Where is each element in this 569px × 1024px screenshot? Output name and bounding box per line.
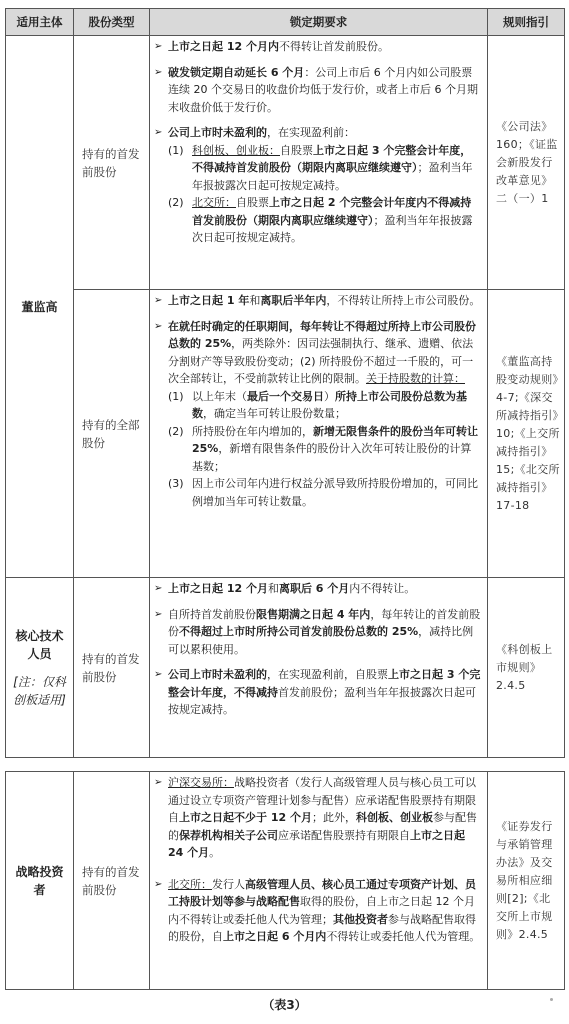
arrow-bullet-icon: ➢ xyxy=(154,608,163,620)
table-row xyxy=(6,772,565,990)
list-item: ➢ 沪深交易所：战略投资者（发行人高级管理人员与核心员工可以通过设立专项资产管理计划参与配售）应承诺配售股票持有期限自上市之日起不少于 12 个月；此外，科创板、创业板参与配售的保荐机构相关子公司应承诺配售股票持有期限自上市之日起 24 个月。 xyxy=(154,774,481,862)
share-type-cell: 持有的首发前股份 xyxy=(74,772,150,990)
requirement-cell xyxy=(150,578,488,758)
share-type-cell: 持有的全部股份 xyxy=(74,290,150,578)
table-header-row xyxy=(6,9,565,36)
list-item: ➢ 在就任时确定的任职期间，每年转让不得超过所持上市公司股份总数的 25%，两类除外：因司法强制执行、继承、遗赠、依法分割财产等导致股份变动；(2) 所持股份不超过一千股的，可一次全部转让，不受前款转让比例的限制。关于持股数的计算： (1) 以上年末（最后一个交易日）所持上市公司股份总数为基数，确定当年可转让股份数量； (2) 所持股份在年内增加的，新增无限售条件的股份当年可转让 25%，新增有限售条件的股份计入次年可转让股份的计算基数； (3) 因上市公司年内进行权益分派导致所持股份增加的，可同比例增加当年可转让数量。 xyxy=(154,318,481,511)
arrow-bullet-icon: ➢ xyxy=(154,41,163,52)
share-type-cell: 持有的首发前股份 xyxy=(74,36,150,290)
subject-core-tech xyxy=(6,578,74,758)
subject-note: [注：仅科创板适用] xyxy=(13,674,66,707)
requirement-cell xyxy=(150,772,488,990)
requirement-cell xyxy=(150,290,488,578)
arrow-bullet-icon: ➢ xyxy=(154,295,163,306)
list-item: ➢ 公司上市时未盈利的，在实现盈利前： (1) 科创板、创业板：自股票上市之日起 3 个完整会计年度，不得减持首发前股份（期限内离职应继续遵守）；盈利当年年报披露次日起可按规定减持。 (2) 北交所：自股票上市之日起 2 个完整会计年度内不得减持首发前股份（期限内离职应继续遵守）；盈利当年年报披露次日起可按规定减持。 xyxy=(154,124,481,247)
header-guide: 规则指引 xyxy=(488,9,565,36)
lockup-table-2 xyxy=(5,771,565,990)
list-item: ➢ 上市之日起 12 个月内不得转让首发前股份。 xyxy=(154,38,481,56)
table-caption: （表3） xyxy=(262,998,307,1012)
header-subject: 适用主体 xyxy=(6,9,74,36)
arrow-bullet-icon: ➢ xyxy=(154,127,163,138)
arrow-bullet-icon: ➢ xyxy=(154,66,163,78)
guide-cell: 《公司法》160；《证监会新股发行改革意见》二（一）1 xyxy=(488,36,565,290)
guide-cell: 《证券发行与承销管理办法》及交易所相应细则[2];《北交所上市规则》2.4.5 xyxy=(488,772,565,990)
arrow-bullet-icon: ➢ xyxy=(154,583,163,594)
guide-cell: 《科创板上市规则》2.4.5 xyxy=(488,578,565,758)
guide-cell: 《董监高持股变动规则》4-7;《深交所减持指引》10;《上交所减持指引》15;《北交所减持指引》17-18 xyxy=(488,290,565,578)
subject-strategic: 战略投资者 xyxy=(6,772,74,990)
list-item: ➢ 破发锁定期自动延长 6 个月：公司上市后 6 个月内如公司股票连续 20 个交易日的收盘价均低于发行价，或者上市后 6 个月期末收盘价低于发行价。 xyxy=(154,64,481,117)
arrow-bullet-icon: ➢ xyxy=(154,669,163,680)
list-item: ➢ 北交所：发行人高级管理人员、核心员工通过专项资产计划、员工持股计划等参与战略配售取得的股份，自上市之日起 12 个月内不得转让或委托他人代为管理；其他投资者参与战略配售取得的股份，自上市之日起 6 个月内不得转让或委托他人代为管理。 xyxy=(154,876,481,946)
subject-label: 核心技术人员 xyxy=(15,628,64,661)
header-share-type: 股份类型 xyxy=(74,9,150,36)
lockup-table-1 xyxy=(5,8,565,758)
list-item: ➢ 上市之日起 12 个月和离职后 6 个月内不得转让。 xyxy=(154,580,481,598)
decorative-dot xyxy=(550,998,553,1001)
table-row xyxy=(6,578,565,758)
arrow-bullet-icon: ➢ xyxy=(154,320,163,332)
list-item: ➢ 自所持首发前股份限售期满之日起 4 年内，每年转让的首发前股份不得超过上市时所持公司首发前股份总数的 25%，减持比例可以累积使用。 xyxy=(154,606,481,659)
header-requirement: 锁定期要求 xyxy=(150,9,488,36)
table-row xyxy=(6,36,565,290)
arrow-bullet-icon: ➢ xyxy=(154,777,163,788)
table-row xyxy=(6,290,565,578)
arrow-bullet-icon: ➢ xyxy=(154,878,163,890)
requirement-cell xyxy=(150,36,488,290)
share-type-cell: 持有的首发前股份 xyxy=(74,578,150,758)
list-item: ➢ 上市之日起 1 年和离职后半年内，不得转让所持上市公司股份。 xyxy=(154,292,481,310)
subject-directors: 董监高 xyxy=(6,36,74,578)
list-item: ➢ 公司上市时未盈利的，在实现盈利前，自股票上市之日起 3 个完整会计年度，不得减持首发前股份；盈利当年年报披露次日起可按规定减持。 xyxy=(154,666,481,719)
